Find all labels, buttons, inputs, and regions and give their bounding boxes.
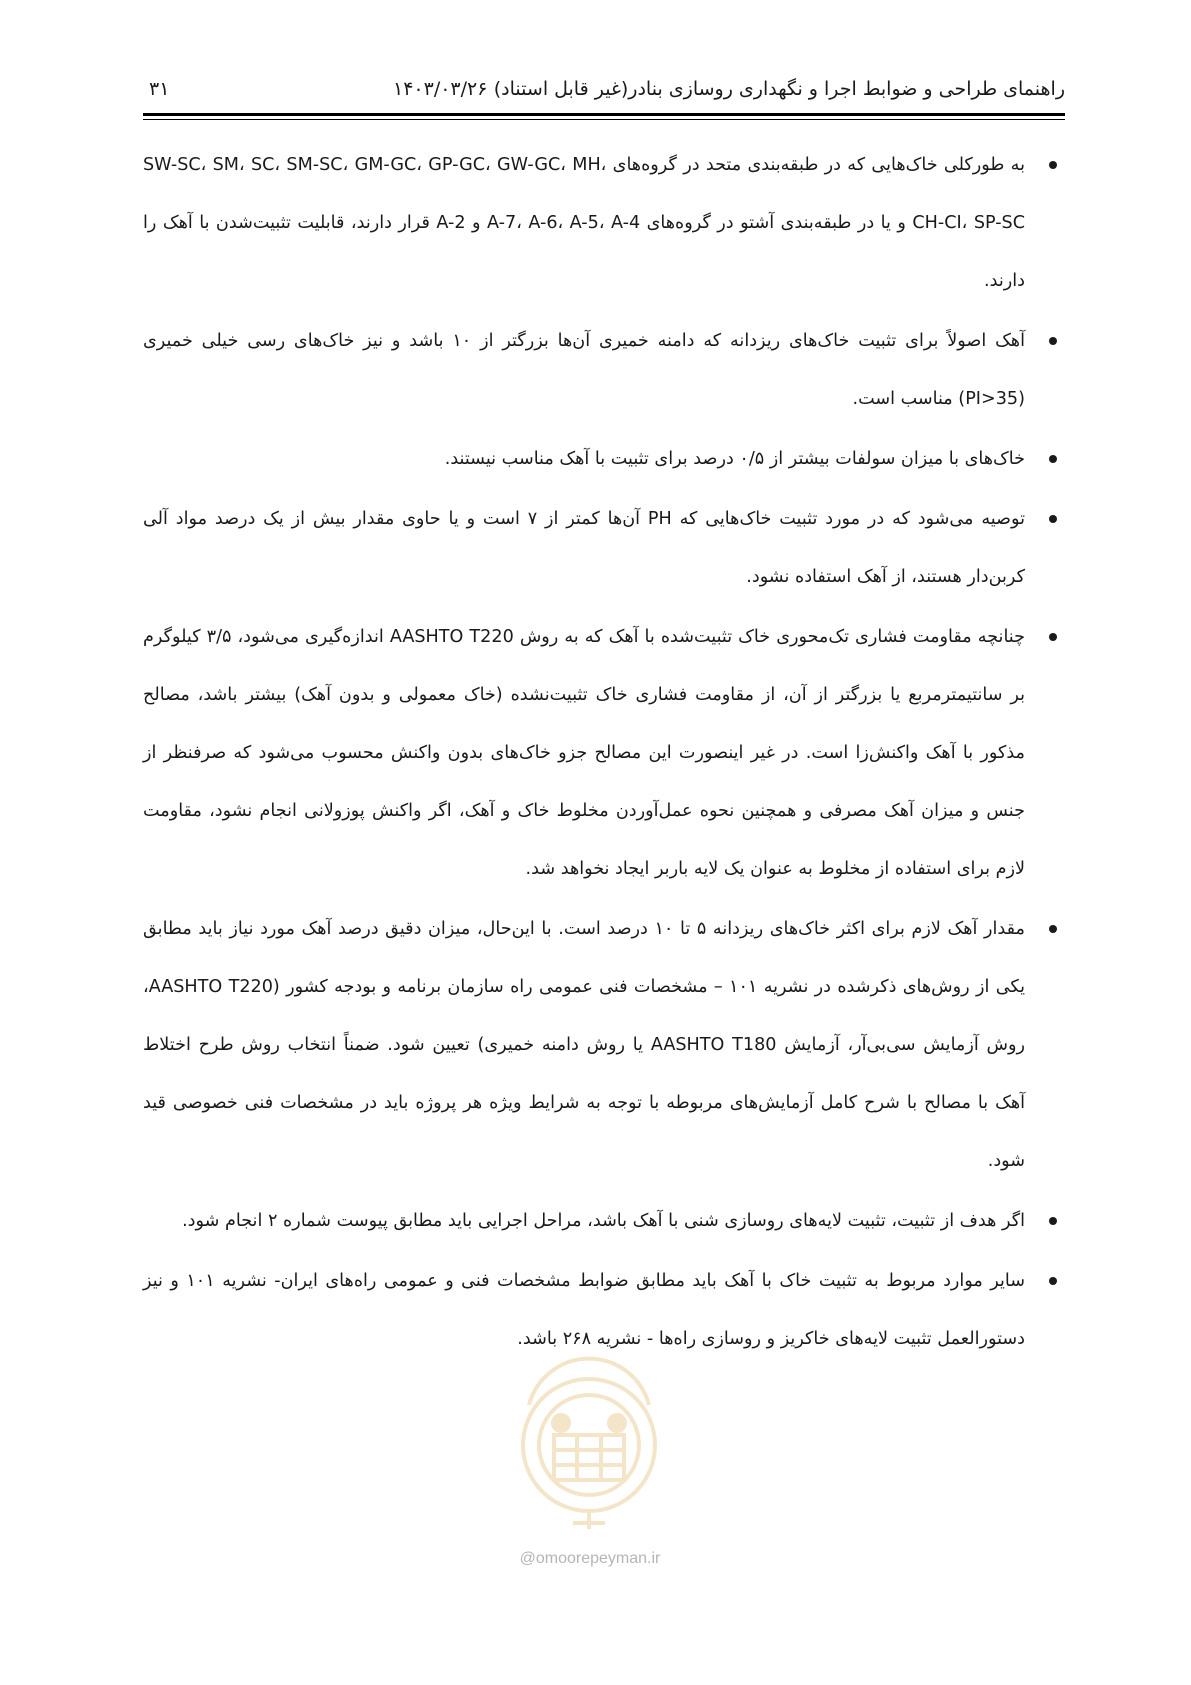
bullet-item-ph-organic xyxy=(143,490,1065,606)
header-rule-thin xyxy=(143,119,1065,120)
page-header xyxy=(143,72,1065,106)
bullet-icon xyxy=(1049,455,1057,463)
bullet-text: آهک اصولاً برای تثبیت خاک‌های ریزدانه که دامنه خمیری آن‌ها بزرگتر از ۱۰ باشد و نیز خاک‌های رسی خیلی خمیری (PI>35) مناسب است. xyxy=(143,331,1025,409)
bullet-text: خاک‌های با میزان سولفات بیشتر از ۰/۵ درصد برای تثبیت با آهک مناسب نیستند. xyxy=(444,449,1025,469)
body-content xyxy=(143,136,1065,1370)
bullet-text: به طورکلی خاک‌هایی که در طبقه‌بندی متحد در گروه‌های SW-SC، SM، SC، SM-SC، GM-GC، GP-GC، GW-GC، MH، CH-CI، SP-SC و یا در طبقه‌بندی آشتو در گروه‌های A-7، A-6، A-5، A-4 و A-2 قرار دارند، قابلیت تثبیت‌شدن با آهک را دارند. xyxy=(143,155,1026,291)
bullet-icon xyxy=(1049,1217,1057,1225)
watermark-logo-icon xyxy=(489,1315,689,1545)
bullet-text: سایر موارد مربوط به تثبیت خاک با آهک باید مطابق ضوابط مشخصات فنی و عمومی راه‌های ایران- نشریه ۱۰۱ و نیز دستورالعمل تثبیت لایه‌های خاکریز و روسازی راه‌ها - نشریه ۲۶۸ باشد. xyxy=(143,1271,1025,1349)
bullet-text: توصیه می‌شود که در مورد تثبیت خاک‌هایی که PH آن‌ها کمتر از ۷ است و یا حاوی مقدار بیش از یک درصد مواد آلی کربن‌دار هستند، از آهک استفاده نشود. xyxy=(143,509,1025,587)
bullet-item-lime-content xyxy=(143,900,1065,1190)
bullet-item-sulfate xyxy=(143,430,1065,488)
watermark-url: @omoorepeyman.ir xyxy=(519,1550,661,1567)
header-date: ۱۴۰۳/۰۳/۲۶ xyxy=(393,78,488,100)
header-rule-thick xyxy=(143,113,1065,116)
bullet-icon xyxy=(1049,1277,1057,1285)
bullet-list xyxy=(143,136,1065,1368)
bullet-item-gravel-layers xyxy=(143,1192,1065,1250)
bullet-icon xyxy=(1049,515,1057,523)
bullet-item-lime-stabilizable-soils xyxy=(143,136,1065,310)
bullet-icon xyxy=(1049,925,1057,933)
bullet-icon xyxy=(1049,633,1057,641)
header-title: راهنمای طراحی و ضوابط اجرا و نگهداری روسازی بنادر(غیر قابل استناد) xyxy=(493,78,1065,100)
bullet-text: اگر هدف از تثبیت، تثبیت لایه‌های روسازی شنی با آهک باشد، مراحل اجرایی باید مطابق پیوست شماره ۲ انجام شود. xyxy=(182,1211,1025,1231)
bullet-text: مقدار آهک لازم برای اکثر خاک‌های ریزدانه ۵ تا ۱۰ درصد است. با این‌حال، میزان دقیق درصد آهک مورد نیاز باید مطابق یکی از روش‌های ذکرشده در نشریه ۱۰۱ – مشخصات فنی عمومی راه سازمان برنامه و بودجه کشور (AASHTO T220، روش آزمایش سی‌بی‌آر، آزمایش AASHTO T180 یا روش دامنه خمیری) تعیین شود. ضمناً انتخاب روش طرح اختلاط آهک با مصالح با شرح کامل آزمایش‌های مربوطه با توجه به شرایط ویژه هر پروژه باید در مشخصات فنی خصوصی قید شود. xyxy=(143,919,1025,1171)
bullet-text: چنانچه مقاومت فشاری تک‌محوری خاک تثبیت‌شده با آهک که به روش AASHTO T220 اندازه‌گیری می‌شود، ۳/۵ کیلوگرم بر سانتیمترمربع یا بزرگتر از آن، از مقاومت فشاری خاک تثبیت‌نشده (خاک معمولی و بدون آهک) بیشتر باشد، مصالح مذکور با آهک واکنش‌زا است. در غیر اینصورت این مصالح جزو خاک‌های بدون واکنش محسوب می‌شود که صرفنظر از جنس و میزان آهک مصرفی و همچنین نحوه عمل‌آوردن مخلوط خاک و آهک، اگر واکنش پوزولانی انجام نشود، مقاومت لازم برای استفاده از مخلوط به عنوان یک لایه باربر ایجاد نخواهد شد. xyxy=(143,627,1025,879)
bullet-icon xyxy=(1049,161,1057,169)
bullet-item-compressive-strength xyxy=(143,608,1065,898)
bullet-item-plasticity-index xyxy=(143,312,1065,428)
page-number: ۳۱ xyxy=(149,78,170,100)
bullet-icon xyxy=(1049,337,1057,345)
